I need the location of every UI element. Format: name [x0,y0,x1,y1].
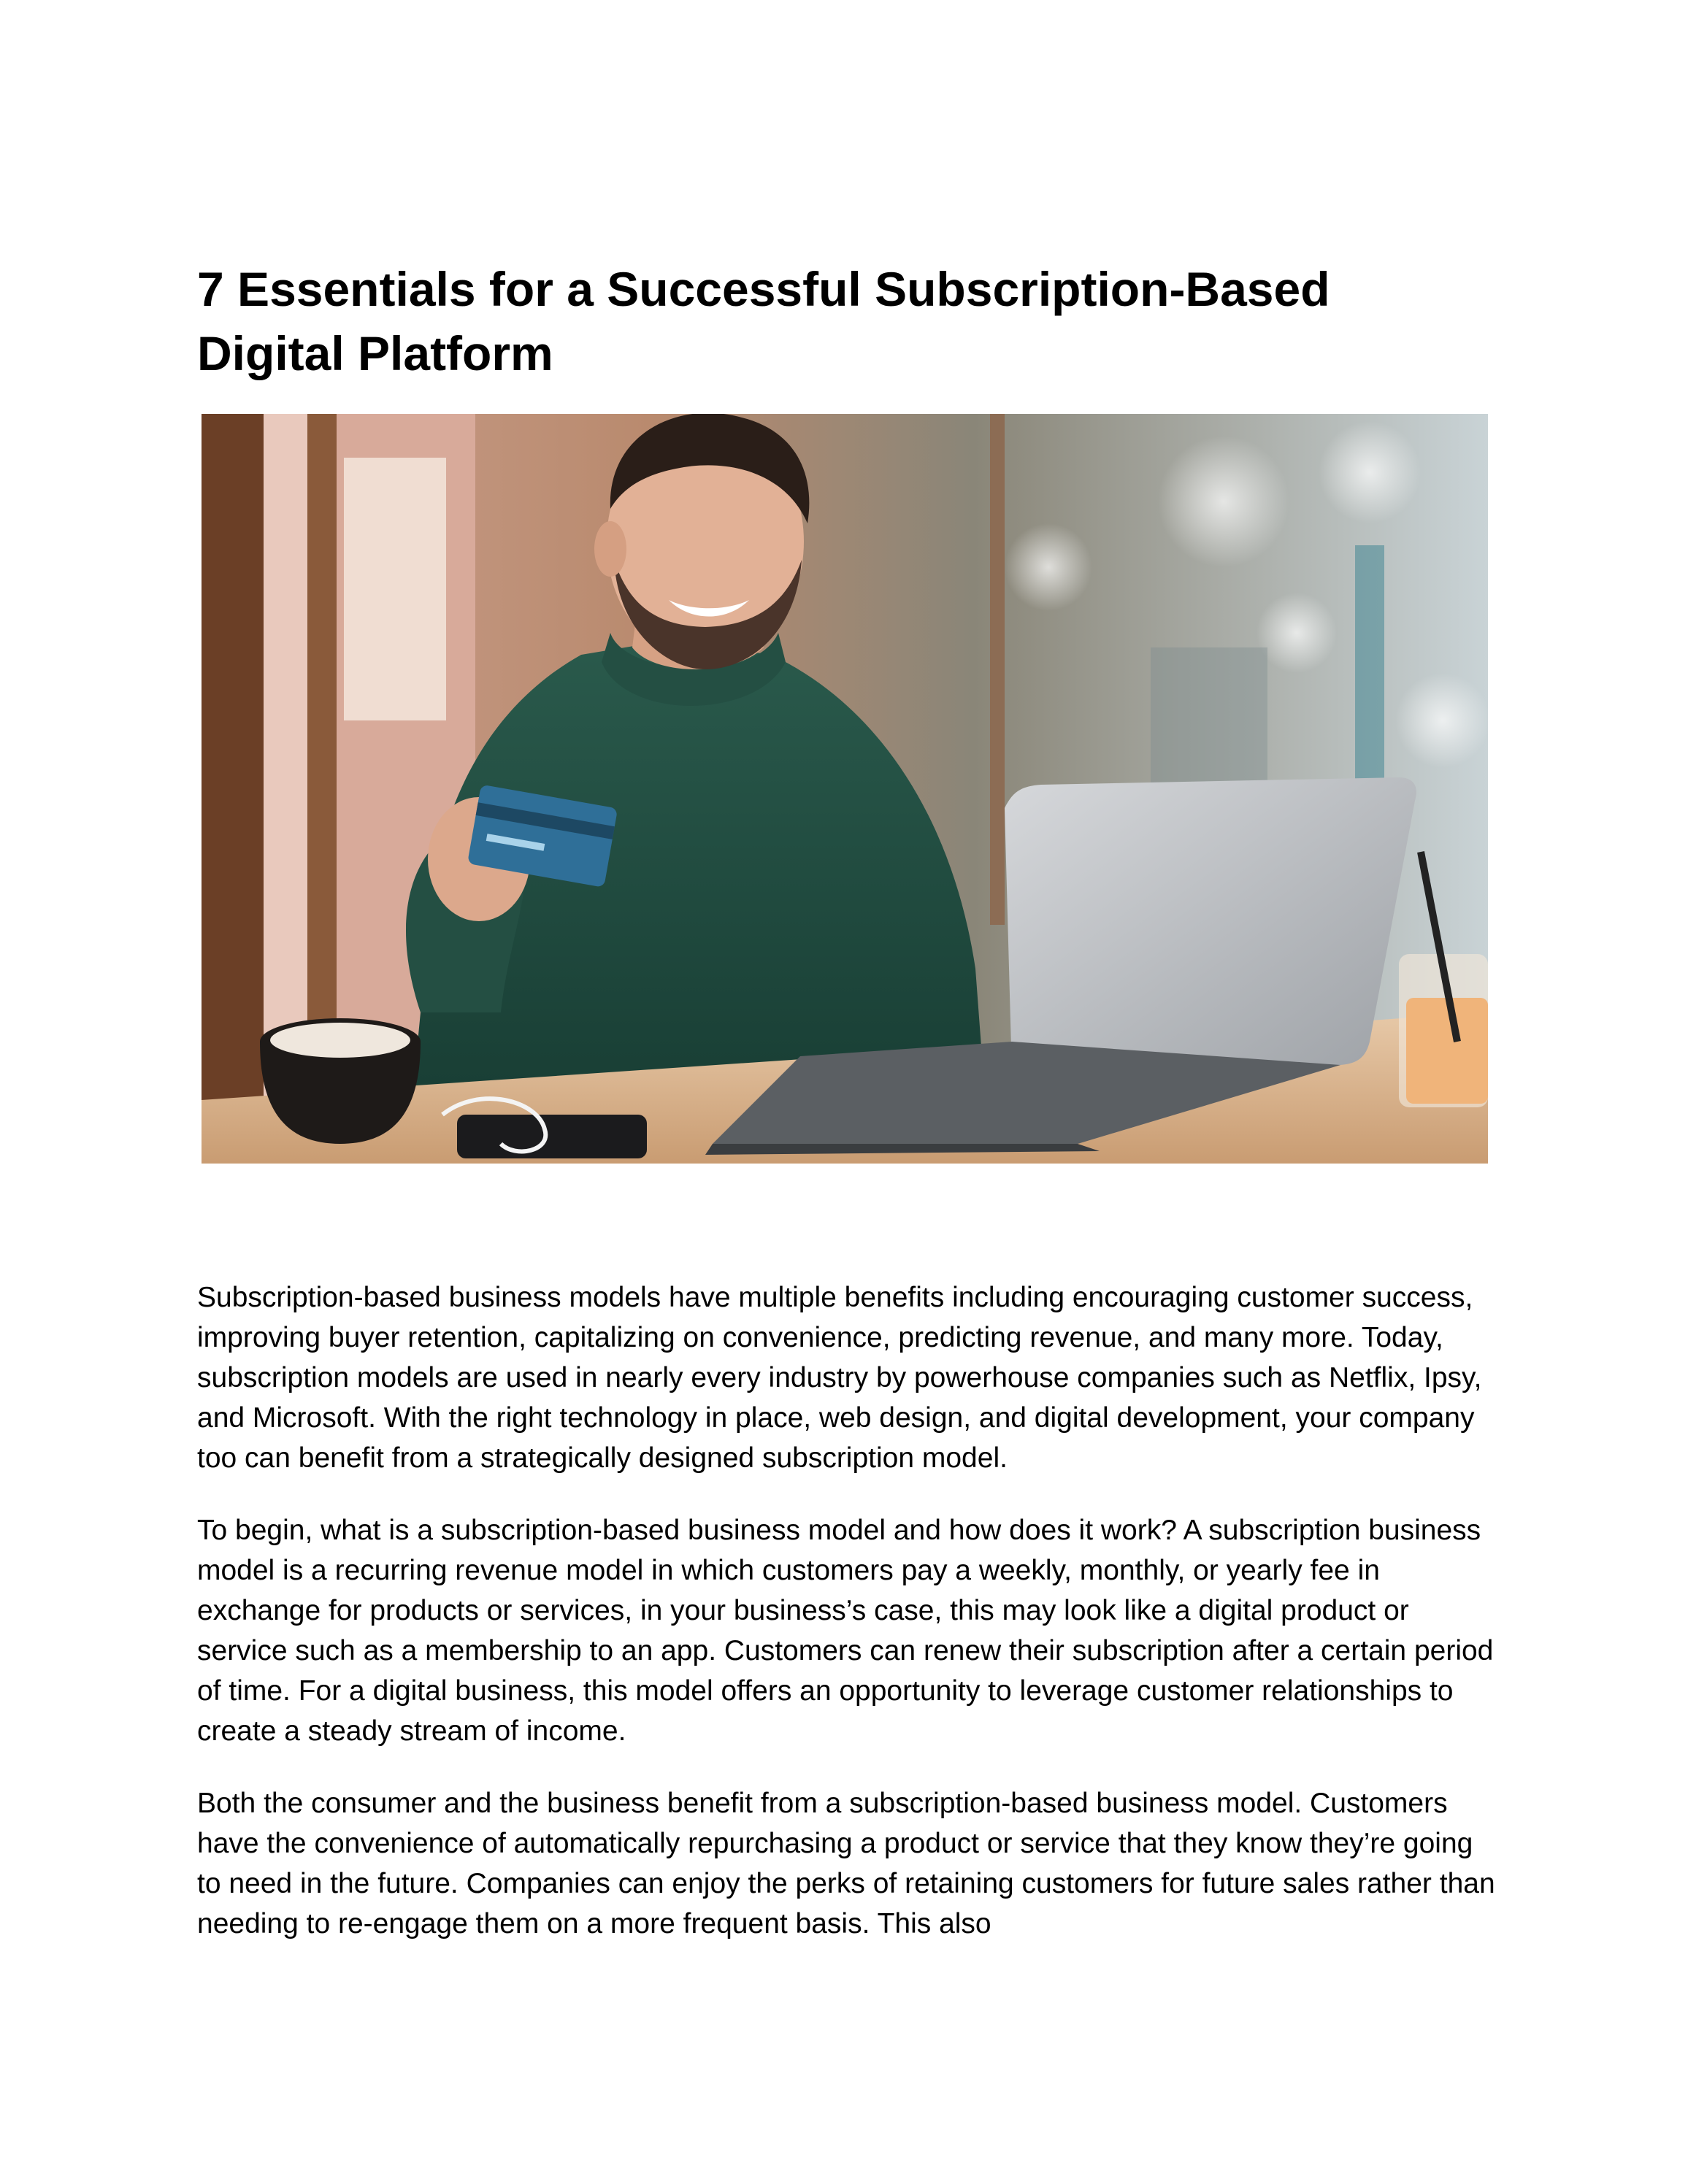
page-title [197,257,1511,385]
hero-image [202,414,1488,1164]
hero-illustration [202,414,1488,1164]
paragraph-2: To begin, what is a subscription-based business model and how does it work? A subscription business model is a recurring revenue model in which customers pay a weekly, monthly, or yearly fee in exchange for products or services, in your business’s case, this may look like a digital product or service such as a membership to an app. Customers can renew their subscription after a certain period of time. For a digital business, this model offers an opportunity to leverage customer relationships to create a steady stream of income. [197,1515,1494,1747]
paragraph-3: Both the consumer and the business benefit from a subscription-based business model. Customers have the convenience of automatically repurchasing a product or service that they know they’re going to need in the future. Companies can enjoy the perks of retaining customers for future sales rather than needing to re-engage them on a more frequent basis. This also [197,1788,1495,1939]
article-body [197,1277,1497,1976]
title-line-1: 7 Essentials for a Successful Subscription-Based [197,262,1330,316]
title-line-2: Digital Platform [197,326,553,380]
paragraph-1: Subscription-based business models have multiple benefits including encouraging customer success, improving buyer retention, capitalizing on convenience, predicting revenue, and many more. Today, subscription models are used in nearly every industry by powerhouse companies such as Netflix, Ipsy, and Microsoft. With the right technology in place, web design, and digital development, your company too can benefit from a strategically designed subscription model. [197,1282,1482,1474]
